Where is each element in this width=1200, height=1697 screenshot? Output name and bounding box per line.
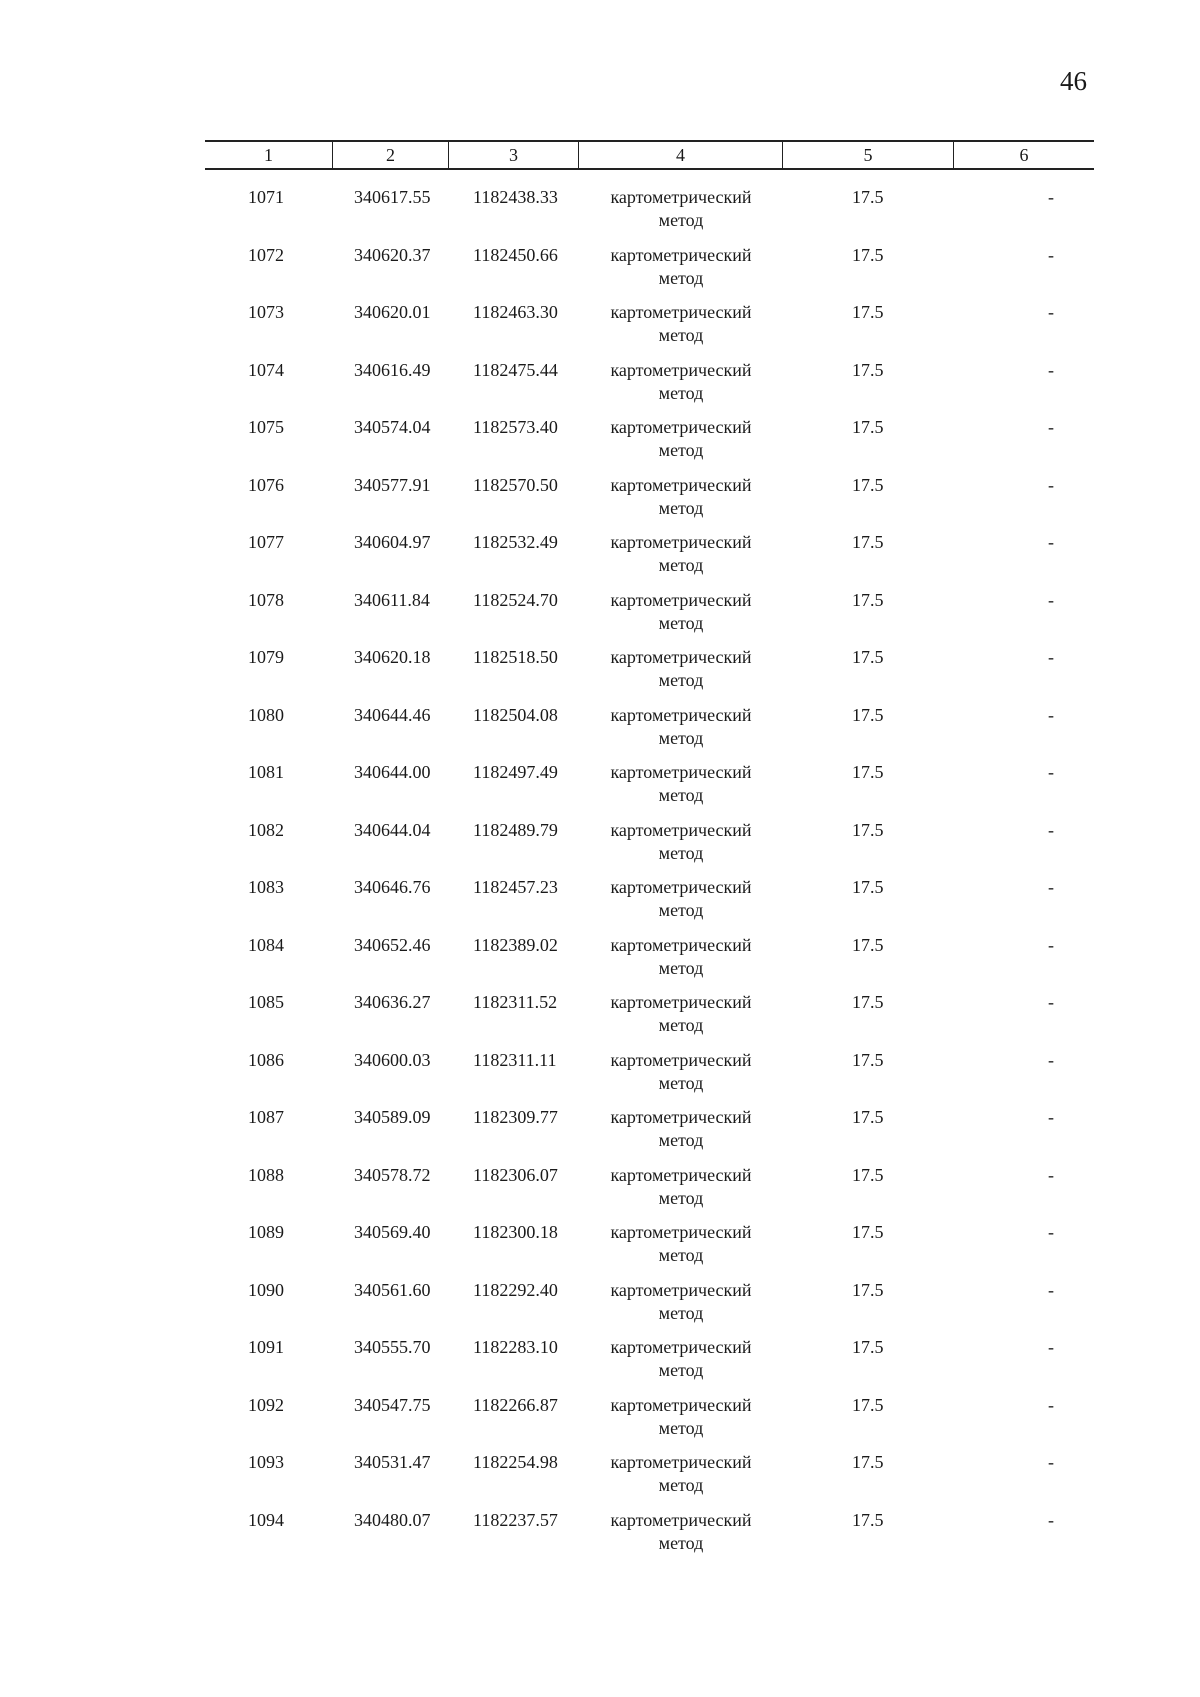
note: - [1048,589,1054,610]
coord-y: 1182292.40 [473,1279,558,1300]
note: - [1048,532,1054,552]
method [579,1164,783,1222]
note: - [1048,647,1054,667]
coord-x: 340620.37 [354,244,431,265]
method-line-2: метод [658,1130,704,1150]
note: - [1048,704,1054,725]
note: - [1048,1164,1054,1185]
point-number: 1092 [248,1394,284,1415]
method [579,1049,783,1107]
method-line-2: метод [658,440,704,460]
method-line-1: картометрический [610,474,752,495]
point-number: 1080 [248,704,284,725]
coord-y: 1182266.87 [473,1394,558,1415]
table-row [205,1164,1094,1222]
coordinates-table [205,140,1094,1566]
method [579,934,783,992]
coord-x: 340578.72 [354,1164,431,1185]
point-number: 1091 [248,1337,284,1357]
method-line-2: метод [658,497,704,518]
coord-y: 1182489.79 [473,819,558,840]
table-row [205,301,1094,359]
note: - [1048,1279,1054,1300]
note: - [1048,1452,1054,1472]
coord-x: 340644.46 [354,704,431,725]
point-number: 1090 [248,1279,284,1300]
note: - [1048,762,1054,782]
coord-x: 340652.46 [354,934,431,955]
table-row [205,819,1094,877]
note: - [1048,1337,1054,1357]
method-line-2: метод [658,1475,704,1495]
method [579,1279,783,1337]
method [579,359,783,417]
method-line-2: метод [658,1015,704,1035]
method-line-1: картометрический [610,244,752,265]
method [579,1221,783,1279]
coord-y: 1182389.02 [473,934,558,955]
method-line-2: метод [658,612,704,633]
note: - [1048,417,1054,437]
accuracy: 17.5 [852,647,884,667]
point-number: 1079 [248,647,284,667]
method [579,1509,783,1567]
note: - [1048,819,1054,840]
table-header [205,140,1094,170]
coord-y: 1182311.52 [473,992,558,1012]
header-col-2: 2 [333,142,449,168]
method-line-2: метод [658,267,704,288]
point-number: 1093 [248,1452,284,1472]
note: - [1048,877,1054,897]
method-line-1: картометрический [610,532,752,552]
coord-x: 340620.18 [354,647,431,667]
method [579,416,783,474]
table-row [205,991,1094,1049]
point-number: 1089 [248,1222,284,1242]
note: - [1048,474,1054,495]
table-row [205,1336,1094,1394]
note: - [1048,1509,1054,1530]
accuracy: 17.5 [852,877,884,897]
method [579,244,783,302]
point-number: 1088 [248,1164,284,1185]
method-line-1: картометрический [610,1452,752,1472]
point-number: 1087 [248,1107,284,1127]
coord-y: 1182504.08 [473,704,558,725]
method-line-2: метод [658,1245,704,1265]
method [579,474,783,532]
accuracy: 17.5 [852,1107,884,1127]
method [579,186,783,244]
method [579,876,783,934]
method-line-2: метод [658,210,704,230]
method [579,589,783,647]
coord-x: 340574.04 [354,417,431,437]
note: - [1048,187,1054,207]
method-line-2: метод [658,1417,704,1438]
accuracy: 17.5 [852,1452,884,1472]
coord-y: 1182463.30 [473,302,558,322]
method-line-2: метод [658,1187,704,1208]
method [579,704,783,762]
method-line-1: картометрический [610,1509,752,1530]
accuracy: 17.5 [852,1394,884,1415]
method-line-1: картометрический [610,992,752,1012]
coord-x: 340646.76 [354,877,431,897]
coord-x: 340616.49 [354,359,431,380]
accuracy: 17.5 [852,1222,884,1242]
method [579,1451,783,1509]
coord-x: 340611.84 [354,589,430,610]
method [579,819,783,877]
accuracy: 17.5 [852,992,884,1012]
coord-y: 1182311.11 [473,1049,557,1070]
note: - [1048,1394,1054,1415]
table-row [205,1049,1094,1107]
table-body [205,186,1094,1566]
coord-x: 340569.40 [354,1222,431,1242]
coord-y: 1182254.98 [473,1452,558,1472]
method-line-2: метод [658,670,704,690]
coord-x: 340644.00 [354,762,431,782]
method-line-2: метод [658,1532,704,1553]
coord-x: 340577.91 [354,474,431,495]
method-line-2: метод [658,900,704,920]
method-line-1: картометрический [610,1164,752,1185]
coord-y: 1182237.57 [473,1509,558,1530]
method-line-2: метод [658,555,704,575]
method [579,531,783,589]
accuracy: 17.5 [852,589,884,610]
coord-x: 340636.27 [354,992,431,1012]
table-row [205,474,1094,532]
point-number: 1085 [248,992,284,1012]
coord-x: 340555.70 [354,1337,431,1357]
point-number: 1083 [248,877,284,897]
header-col-4: 4 [579,142,783,168]
method [579,1106,783,1164]
coord-y: 1182283.10 [473,1337,558,1357]
point-number: 1074 [248,359,284,380]
method-line-1: картометрический [610,1049,752,1070]
table-row [205,1509,1094,1567]
coord-x: 340600.03 [354,1049,431,1070]
table-row [205,531,1094,589]
method-line-1: картометрический [610,589,752,610]
page-number: 46 [1060,66,1087,96]
table-row [205,416,1094,474]
coord-x: 340480.07 [354,1509,431,1530]
note: - [1048,1107,1054,1127]
coord-x: 340589.09 [354,1107,431,1127]
table-row [205,186,1094,244]
method-line-1: картометрический [610,934,752,955]
table-row [205,1221,1094,1279]
method-line-1: картометрический [610,877,752,897]
header-col-5: 5 [783,142,954,168]
note: - [1048,244,1054,265]
method-line-2: метод [658,842,704,863]
method-line-1: картометрический [610,1279,752,1300]
coord-x: 340644.04 [354,819,431,840]
method-line-1: картометрический [610,762,752,782]
point-number: 1084 [248,934,284,955]
table-row [205,1394,1094,1452]
accuracy: 17.5 [852,819,884,840]
accuracy: 17.5 [852,1049,884,1070]
coord-y: 1182497.49 [473,762,558,782]
coord-x: 340620.01 [354,302,431,322]
coord-y: 1182309.77 [473,1107,558,1127]
header-col-6: 6 [1019,144,1029,165]
point-number: 1076 [248,474,284,495]
method-line-1: картометрический [610,417,752,437]
header-col-3: 3 [449,142,579,168]
accuracy: 17.5 [852,302,884,322]
coord-y: 1182570.50 [473,474,558,495]
method-line-1: картометрический [610,1222,752,1242]
coord-x: 340617.55 [354,187,431,207]
method-line-1: картометрический [610,302,752,322]
point-number: 1081 [248,762,284,782]
note: - [1048,992,1054,1012]
point-number: 1071 [248,187,284,207]
coord-x: 340561.60 [354,1279,431,1300]
point-number: 1082 [248,819,284,840]
table-row [205,1451,1094,1509]
coord-y: 1182475.44 [473,359,558,380]
method-line-1: картометрический [610,1337,752,1357]
method-line-1: картометрический [610,647,752,667]
coord-y: 1182518.50 [473,647,558,667]
method [579,646,783,704]
point-number: 1077 [248,532,284,552]
table-row [205,589,1094,647]
coord-y: 1182450.66 [473,244,558,265]
note: - [1048,934,1054,955]
method-line-1: картометрический [610,819,752,840]
method-line-1: картометрический [610,187,752,207]
note: - [1048,1222,1054,1242]
table-row [205,244,1094,302]
method [579,301,783,359]
point-number: 1086 [248,1049,284,1070]
coord-y: 1182524.70 [473,589,558,610]
method-line-2: метод [658,727,704,748]
method-line-2: метод [658,382,704,403]
accuracy: 17.5 [852,532,884,552]
table-row [205,1279,1094,1337]
method-line-2: метод [658,1360,704,1380]
coord-x: 340604.97 [354,532,431,552]
coord-x: 340547.75 [354,1394,431,1415]
accuracy: 17.5 [852,359,884,380]
coord-y: 1182457.23 [473,877,558,897]
accuracy: 17.5 [852,417,884,437]
accuracy: 17.5 [852,1279,884,1300]
method [579,761,783,819]
accuracy: 17.5 [852,187,884,207]
coord-y: 1182438.33 [473,187,558,207]
accuracy: 17.5 [852,244,884,265]
point-number: 1094 [248,1509,284,1530]
accuracy: 17.5 [852,1337,884,1357]
point-number: 1078 [248,589,284,610]
method-line-2: метод [658,325,704,345]
accuracy: 17.5 [852,1509,884,1530]
point-number: 1075 [248,417,284,437]
coord-y: 1182306.07 [473,1164,558,1185]
table-row [205,876,1094,934]
method [579,991,783,1049]
coord-y: 1182300.18 [473,1222,558,1242]
accuracy: 17.5 [852,474,884,495]
header-col-1: 1 [205,142,333,168]
method-line-2: метод [658,1072,704,1093]
table-row [205,1106,1094,1164]
coord-x: 340531.47 [354,1452,431,1472]
accuracy: 17.5 [852,934,884,955]
table-row [205,359,1094,417]
method-line-2: метод [658,1302,704,1323]
accuracy: 17.5 [852,1164,884,1185]
method [579,1394,783,1452]
note: - [1048,359,1054,380]
method-line-2: метод [658,957,704,978]
method-line-1: картометрический [610,359,752,380]
table-row [205,761,1094,819]
point-number: 1073 [248,302,284,322]
method-line-2: метод [658,785,704,805]
point-number: 1072 [248,244,284,265]
table-row [205,704,1094,762]
accuracy: 17.5 [852,762,884,782]
method [579,1336,783,1394]
note: - [1048,302,1054,322]
note: - [1048,1049,1054,1070]
method-line-1: картометрический [610,704,752,725]
table-row [205,646,1094,704]
coord-y: 1182532.49 [473,532,558,552]
table-row [205,934,1094,992]
coord-y: 1182573.40 [473,417,558,437]
accuracy: 17.5 [852,704,884,725]
method-line-1: картометрический [610,1394,752,1415]
method-line-1: картометрический [610,1107,752,1127]
